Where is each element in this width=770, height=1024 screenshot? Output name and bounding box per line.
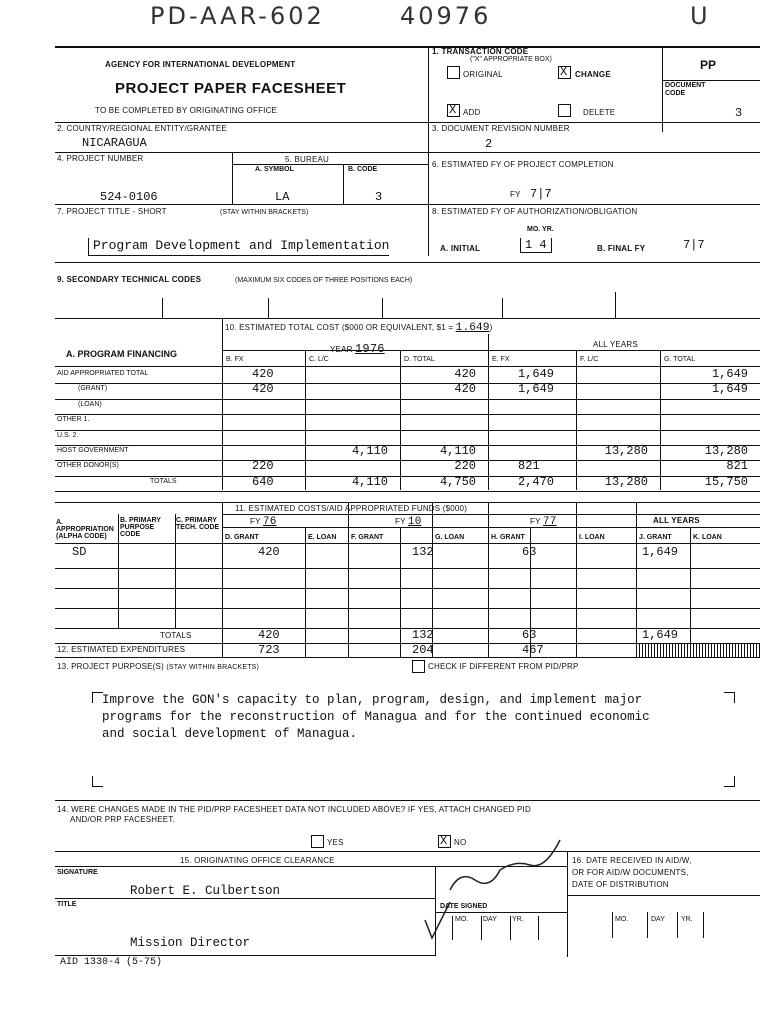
- technical-codes-label: 9. SECONDARY TECHNICAL CODES: [57, 275, 202, 284]
- aid-cell: 132: [412, 545, 434, 559]
- clearance-label: 15. ORIGINATING OFFICE CLEARANCE: [180, 856, 335, 865]
- cost-row-label: HOST GOVERNMENT: [57, 447, 129, 454]
- cost-row-label: (GRANT): [78, 385, 108, 393]
- bureau-code-value: 3: [375, 190, 383, 204]
- changes-label-2: AND/OR PRP FACESHEET.: [70, 815, 175, 824]
- cost-cell: 4,110: [351, 444, 388, 458]
- authorization-final-value: 7|7: [683, 238, 705, 252]
- authorization-mo-yr: MO. YR.: [527, 226, 554, 233]
- project-title-hint: (STAY WITHIN BRACKETS): [220, 209, 309, 216]
- cost-row-label: U.S. 2.: [57, 431, 79, 439]
- cost-cell: 4,750: [439, 474, 476, 489]
- cost-title: 10. ESTIMATED TOTAL COST ($000 OR EQUIVALENT, $1 = 1.649): [225, 322, 493, 334]
- received-mo: MO.: [615, 916, 629, 923]
- purpose-text: [102, 692, 650, 743]
- aid-total-cell: 420: [258, 628, 280, 642]
- authorization-label: 8. ESTIMATED FY OF AUTHORIZATION/OBLIGATION: [432, 207, 638, 216]
- cost-row-label: AID APPROPRIATED TOTAL: [57, 370, 149, 377]
- purpose-line: programs for the reconstruction of Managua and for the continued economic: [102, 710, 650, 724]
- project-number-value: 524-0106: [100, 190, 158, 204]
- signer-name: Robert E. Culbertson: [130, 884, 281, 898]
- col-primary-tech: C. PRIMARY TECH. CODE: [176, 517, 220, 531]
- date-signed-label: DATE SIGNED: [440, 903, 488, 910]
- date-signed-yr: YR.: [512, 916, 524, 923]
- authorization-final-label: B. FINAL FY: [597, 244, 646, 253]
- cost-col-header: F. L/C: [580, 356, 599, 363]
- aid-sub-header: D. GRANT: [225, 534, 259, 541]
- authorization-initial-value: 1 4: [520, 238, 552, 253]
- cost-col-header: G. TOTAL: [664, 356, 696, 363]
- agency-name: AGENCY FOR INTERNATIONAL DEVELOPMENT: [105, 60, 296, 69]
- cost-cell: 220: [252, 459, 274, 474]
- authorization-initial-label: A. INITIAL: [440, 244, 481, 253]
- costs-aid-title: 11. ESTIMATED COSTS/AID APPROPRIATED FUNDS ($000): [235, 504, 468, 513]
- changes-no-label: NO: [454, 838, 467, 847]
- completion-label: 6. ESTIMATED FY OF PROJECT COMPLETION: [432, 160, 614, 169]
- country-label: 2. COUNTRY/REGIONAL ENTITY/GRANTEE: [57, 124, 227, 133]
- aid-cell: 420: [258, 545, 280, 559]
- received-day: DAY: [651, 916, 665, 923]
- aid-expend-cell: 204: [412, 643, 434, 657]
- aid-cell: 63: [522, 545, 537, 559]
- check-different-checkbox[interactable]: [412, 660, 425, 673]
- cost-cell: 640: [252, 474, 274, 489]
- date-signed-day: DAY: [483, 916, 497, 923]
- bureau-code-label: B. CODE: [348, 166, 378, 173]
- document-code-label: DOCUMENT CODE: [665, 82, 706, 97]
- aid-sub-header: H. GRANT: [491, 534, 525, 541]
- cost-year-label: YEAR 1976: [330, 342, 385, 356]
- cost-cell: 420: [454, 367, 476, 381]
- changes-label: 14. WERE CHANGES MADE IN THE PID/PRP FACESHEET DATA NOT INCLUDED ABOVE? IF YES, ATTACH CHANGED PID: [57, 805, 531, 814]
- cost-col-header: D. TOTAL: [404, 356, 435, 363]
- revision-value: 2: [485, 137, 493, 151]
- cost-all-years: ALL YEARS: [593, 340, 638, 349]
- aid-total-cell: 132: [412, 628, 434, 642]
- program-financing-label: A. PROGRAM FINANCING: [66, 349, 177, 359]
- bureau-symbol-value: LA: [275, 190, 290, 204]
- cost-cell: 420: [252, 367, 274, 381]
- bureau-symbol-label: A. SYMBOL: [255, 166, 294, 173]
- cost-cell: 4,110: [351, 474, 388, 489]
- cost-cell: 15,750: [704, 474, 748, 489]
- bureau-label: 5. BUREAU: [285, 155, 330, 164]
- original-checkbox[interactable]: [447, 66, 460, 79]
- signature-label: SIGNATURE: [57, 869, 98, 876]
- cost-col-header: E. FX: [492, 356, 510, 363]
- aid-sub-header: F. GRANT: [351, 534, 384, 541]
- aid-totals-label: TOTALS: [160, 631, 192, 640]
- form-title: PROJECT PAPER FACESHEET: [115, 80, 347, 97]
- cost-cell: 420: [454, 382, 476, 397]
- aid-expend-cell: 467: [522, 643, 544, 657]
- signature-scribble: [420, 830, 570, 960]
- expenditures-label: 12. ESTIMATED EXPENDITURES: [57, 645, 186, 654]
- change-label: CHANGE: [575, 70, 611, 79]
- project-title-value: Program Development and Implementation: [88, 238, 389, 256]
- project-title-label: 7. PROJECT TITLE - SHORT: [57, 207, 167, 216]
- cost-row-label: OTHER 1.: [57, 416, 90, 424]
- form-subtitle: TO BE COMPLETED BY ORIGINATING OFFICE: [95, 106, 278, 115]
- col-appropriation: A. APPROPRIATION (ALPHA CODE): [56, 519, 114, 540]
- purpose-check-label: CHECK IF DIFFERENT FROM PID/PRP: [428, 662, 579, 671]
- cost-cell: 1,649: [711, 382, 748, 397]
- cost-col-header: B. FX: [226, 356, 244, 363]
- form-number: AID 1330-4 (5-75): [60, 957, 163, 968]
- aid-sub-header: K. LOAN: [693, 534, 722, 541]
- cost-cell: 1,649: [711, 367, 748, 381]
- aid-cell: 1,649: [642, 545, 679, 559]
- cost-cell: 420: [252, 382, 274, 397]
- add-checkbox[interactable]: [447, 104, 460, 117]
- changes-yes-checkbox[interactable]: [311, 835, 324, 848]
- purpose-label: 13. PROJECT PURPOSE(S) (STAY WITHIN BRACKETS): [57, 662, 260, 671]
- shaded-cell: [636, 643, 760, 657]
- completion-fy-value: 7|7: [530, 187, 552, 201]
- cost-cell: 821: [726, 459, 748, 474]
- aid-total-cell: 63: [522, 628, 537, 642]
- aid-sub-header: I. LOAN: [579, 534, 605, 541]
- cost-cell: 13,280: [704, 444, 748, 458]
- received-yr: YR.: [681, 916, 693, 923]
- fy1-label: FY 76: [250, 516, 277, 528]
- completion-fy-label: FY: [510, 190, 521, 199]
- revision-label: 3. DOCUMENT REVISION NUMBER: [432, 124, 570, 133]
- transaction-code-label: 1. TRANSACTION CODE: [432, 47, 529, 56]
- purpose-line: Improve the GON's capacity to plan, program, design, and implement major: [102, 693, 643, 707]
- cost-col-header: C. L/C: [309, 356, 329, 363]
- cost-row-label: (LOAN): [78, 400, 102, 408]
- cost-cell: 220: [454, 459, 476, 474]
- country-value: NICARAGUA: [82, 136, 147, 150]
- changes-yes-label: YES: [327, 838, 344, 847]
- title-label: TITLE: [57, 901, 77, 908]
- fy2-label: FY 10: [395, 516, 422, 528]
- cost-cell: 13,280: [604, 474, 648, 489]
- cost-cell: 821: [518, 459, 540, 474]
- cost-cell: 2,470: [518, 474, 555, 489]
- date-signed-mo: MO.: [455, 916, 469, 923]
- delete-label: DELETE: [583, 108, 616, 117]
- add-label: ADD: [463, 108, 481, 117]
- col-primary-purpose: B. PRIMARY PURPOSE CODE: [120, 517, 161, 538]
- document-code-value: 3: [735, 106, 743, 120]
- cost-cell: 13,280: [604, 444, 648, 458]
- fy3-label: FY 77: [530, 516, 557, 528]
- technical-codes-hint: (MAXIMUM SIX CODES OF THREE POSITIONS EACH): [235, 277, 413, 284]
- received-label: 16. DATE RECEIVED IN AID/W, OR FOR AID/W DOCUMENTS, DATE OF DISTRIBUTION: [572, 856, 692, 889]
- handwritten-mark: U: [690, 2, 711, 30]
- original-label: ORIGINAL: [463, 70, 503, 79]
- change-checkbox[interactable]: [558, 66, 571, 79]
- cost-cell: 4,110: [439, 444, 476, 458]
- appropriation-code: SD: [72, 545, 87, 559]
- handwritten-doc-id: PD-AAR-602: [150, 2, 325, 30]
- aid-total-cell: 1,649: [642, 628, 679, 642]
- handwritten-number: 40976: [400, 2, 492, 30]
- purpose-line: and social development of Managua.: [102, 727, 358, 741]
- project-number-label: 4. PROJECT NUMBER: [57, 154, 144, 163]
- aid-sub-header: E. LOAN: [308, 534, 337, 541]
- cost-cell: 1,649: [518, 367, 555, 381]
- aid-sub-header: J. GRANT: [639, 534, 672, 541]
- transaction-instruction: ("X" APPROPRIATE BOX): [470, 56, 552, 63]
- all-years-label: ALL YEARS: [653, 516, 700, 525]
- signer-title: Mission Director: [130, 936, 251, 950]
- delete-checkbox[interactable]: [558, 104, 571, 117]
- aid-sub-header: G. LOAN: [435, 534, 465, 541]
- aid-expend-cell: 723: [258, 643, 280, 657]
- cost-row-label: TOTALS: [150, 477, 177, 485]
- pp-code: PP: [700, 58, 717, 72]
- cost-cell: 1,649: [518, 382, 555, 397]
- cost-row-label: OTHER DONOR(S): [57, 462, 119, 470]
